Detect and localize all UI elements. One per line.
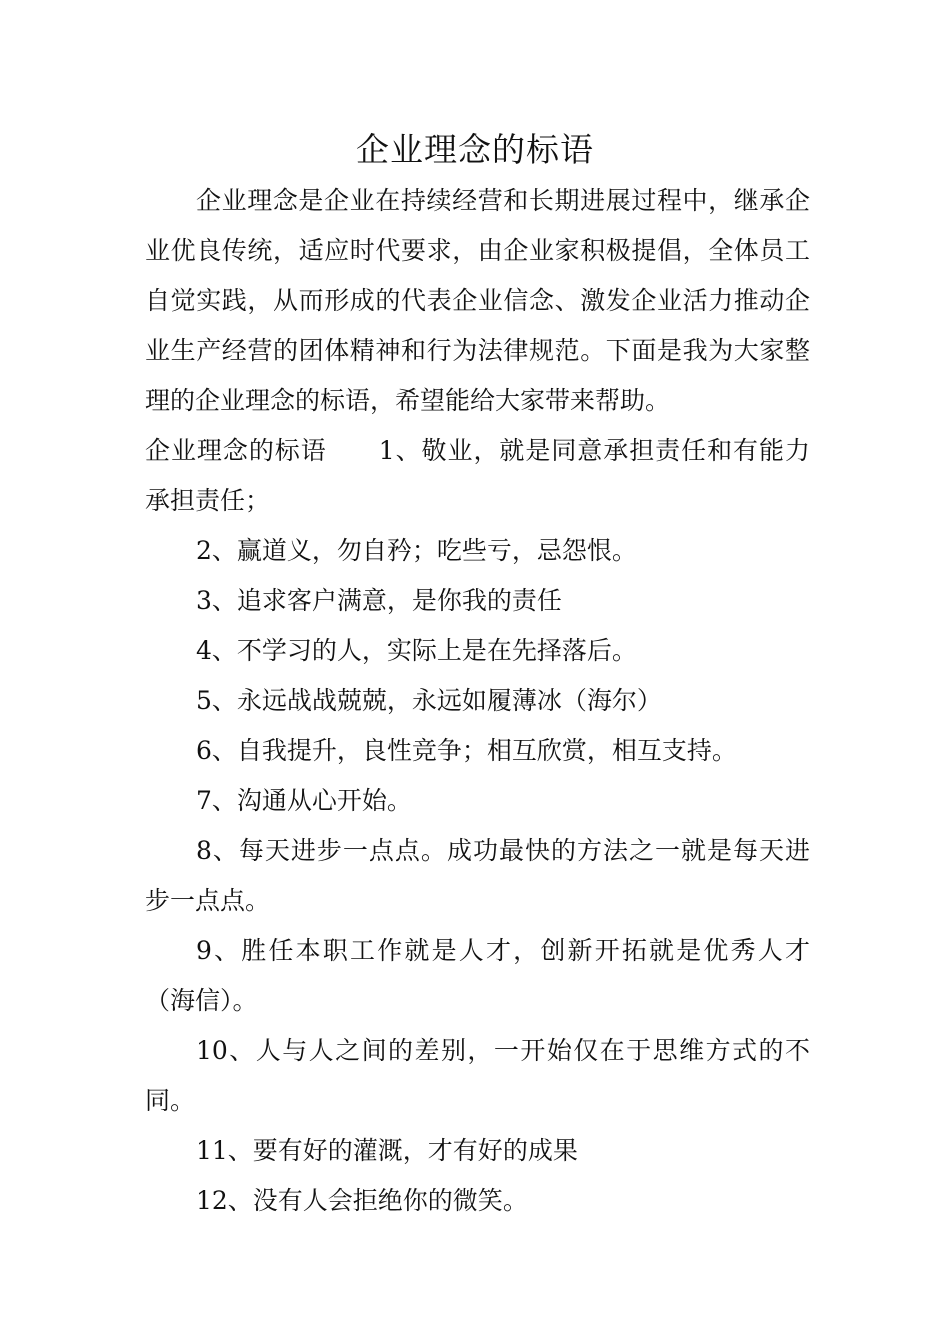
section-label: 企业理念的标语 [145, 436, 327, 465]
slogan-8: 8、每天进步一点点。成功最快的方法之一就是每天进步一点点。 [145, 836, 810, 915]
slogan-2: 2、赢道义，勿自矜；吃些亏，忌怨恨。 [196, 536, 637, 565]
slogan-9: 9、胜任本职工作就是人才，创新开拓就是优秀人才（海信）。 [145, 936, 810, 1015]
slogan-7: 7、沟通从心开始。 [196, 786, 412, 815]
slogan-11: 11、要有好的灌溉，才有好的成果 [196, 1136, 578, 1165]
document-title: 企业理念的标语 [356, 130, 594, 169]
slogan-3: 3、追求客户满意，是你我的责任 [196, 586, 562, 615]
slogan-4: 4、不学习的人，实际上是在先择落后。 [196, 636, 637, 665]
slogan-paragraph-1 [145, 426, 810, 526]
slogan-5: 5、永远战战兢兢，永远如履薄冰（海尔） [196, 686, 662, 715]
slogan-1: 1、敬业，就是同意承担责任和有能力承担责任； [145, 436, 810, 515]
slogan-10: 10、人与人之间的差别，一开始仅在于思维方式的不同。 [145, 1036, 810, 1115]
slogan-12: 12、没有人会拒绝你的微笑。 [196, 1186, 528, 1215]
document-body [145, 176, 810, 1226]
intro-paragraph: 企业理念是企业在持续经营和长期进展过程中，继承企业优良传统，适应时代要求，由企业家积极提倡，全体员工自觉实践，从而形成的代表企业信念、激发企业活力推动企业生产经营的团体精神和行为法律规范。下面是我为大家整理的企业理念的标语，希望能给大家带来帮助。 [145, 186, 810, 415]
slogan-6: 6、自我提升，良性竞争；相互欣赏，相互支持。 [196, 736, 737, 765]
